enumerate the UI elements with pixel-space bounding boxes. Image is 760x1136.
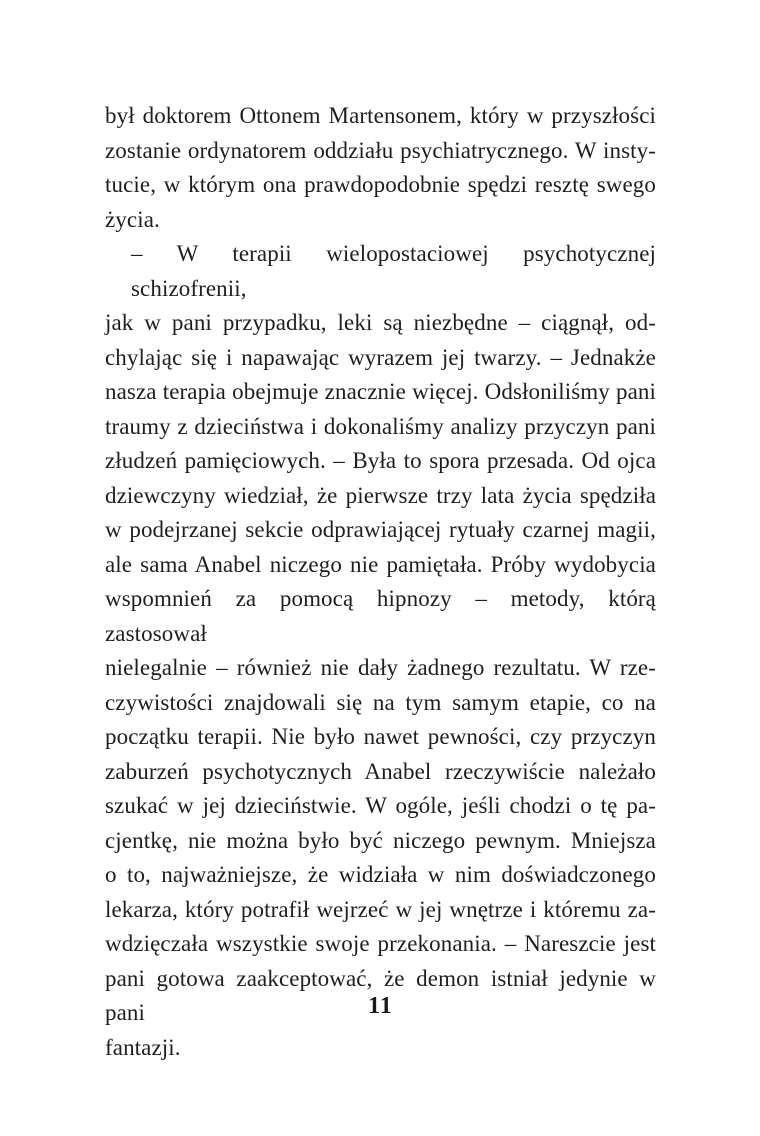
text-line: chylając się i napawając wyrazem jej twarzy. – Jednakże — [105, 344, 656, 370]
text-line: wspomnień za pomocą hipnozy – metody, którą zastosował — [105, 586, 656, 646]
text-line: tucie, w którym ona prawdopodobnie spędzi resztę swego — [105, 172, 656, 197]
text-line: zaburzeń psychotycznych Anabel rzeczywiście należało — [105, 758, 656, 784]
text-line: traumy z dzieciństwa i dokonaliśmy analizy przyczyn pani — [105, 413, 656, 439]
text-line: nasza terapia obejmuje znacznie więcej. Odsłoniliśmy pani — [105, 379, 656, 404]
text-line: wdzięczała wszystkie swoje przekonania. – Nareszcie jest — [105, 931, 656, 956]
text-line: jak w pani przypadku, leki są niezbędne – ciągnął, od- — [105, 310, 656, 335]
text-line: fantazji. — [105, 1034, 181, 1060]
text-line: lekarza, który potrafił wejrzeć w jej wnętrze i któremu za- — [105, 896, 656, 922]
text-line: dziewczyny wiedział, że pierwsze trzy lata życia spędziła — [105, 482, 656, 508]
text-line: czywistości znajdowali się na tym samym etapie, co na — [105, 689, 656, 715]
text-line: nielegalnie – również nie dały żadnego rezultatu. W rze- — [105, 655, 656, 680]
text-line: był doktorem Ottonem Martensonem, który w przyszłości — [105, 103, 656, 128]
text-line: początku terapii. Nie było nawet pewności, czy przyczyn — [105, 724, 656, 749]
text-line: szukać w jej dzieciństwie. W ogóle, jeśli chodzi o tę pa- — [105, 793, 656, 818]
text-line: życia. — [105, 206, 160, 232]
text-line: ale sama Anabel niczego nie pamiętała. Próby wydobycia — [105, 551, 656, 577]
text-line: złudzeń pamięciowych. – Była to spora przesada. Od ojca — [105, 448, 656, 473]
page-number: 11 — [368, 993, 393, 1019]
text-block — [105, 99, 656, 1065]
text-line: – W terapii wielopostaciowej psychotycznej schizofrenii, — [131, 241, 656, 301]
text-line: pani gotowa zaakceptować, że demon istniał jedynie w pani — [105, 965, 656, 1025]
text-line: o to, najważniejsze, że widziała w nim doświadczonego — [105, 862, 656, 887]
text-line: zostanie ordynatorem oddziału psychiatrycznego. W insty- — [105, 137, 656, 163]
text-line: cjentkę, nie można było być niczego pewnym. Mniejsza — [105, 827, 656, 853]
text-line: w podejrzanej sekcie odprawiającej rytuały czarnej magii, — [105, 517, 656, 542]
